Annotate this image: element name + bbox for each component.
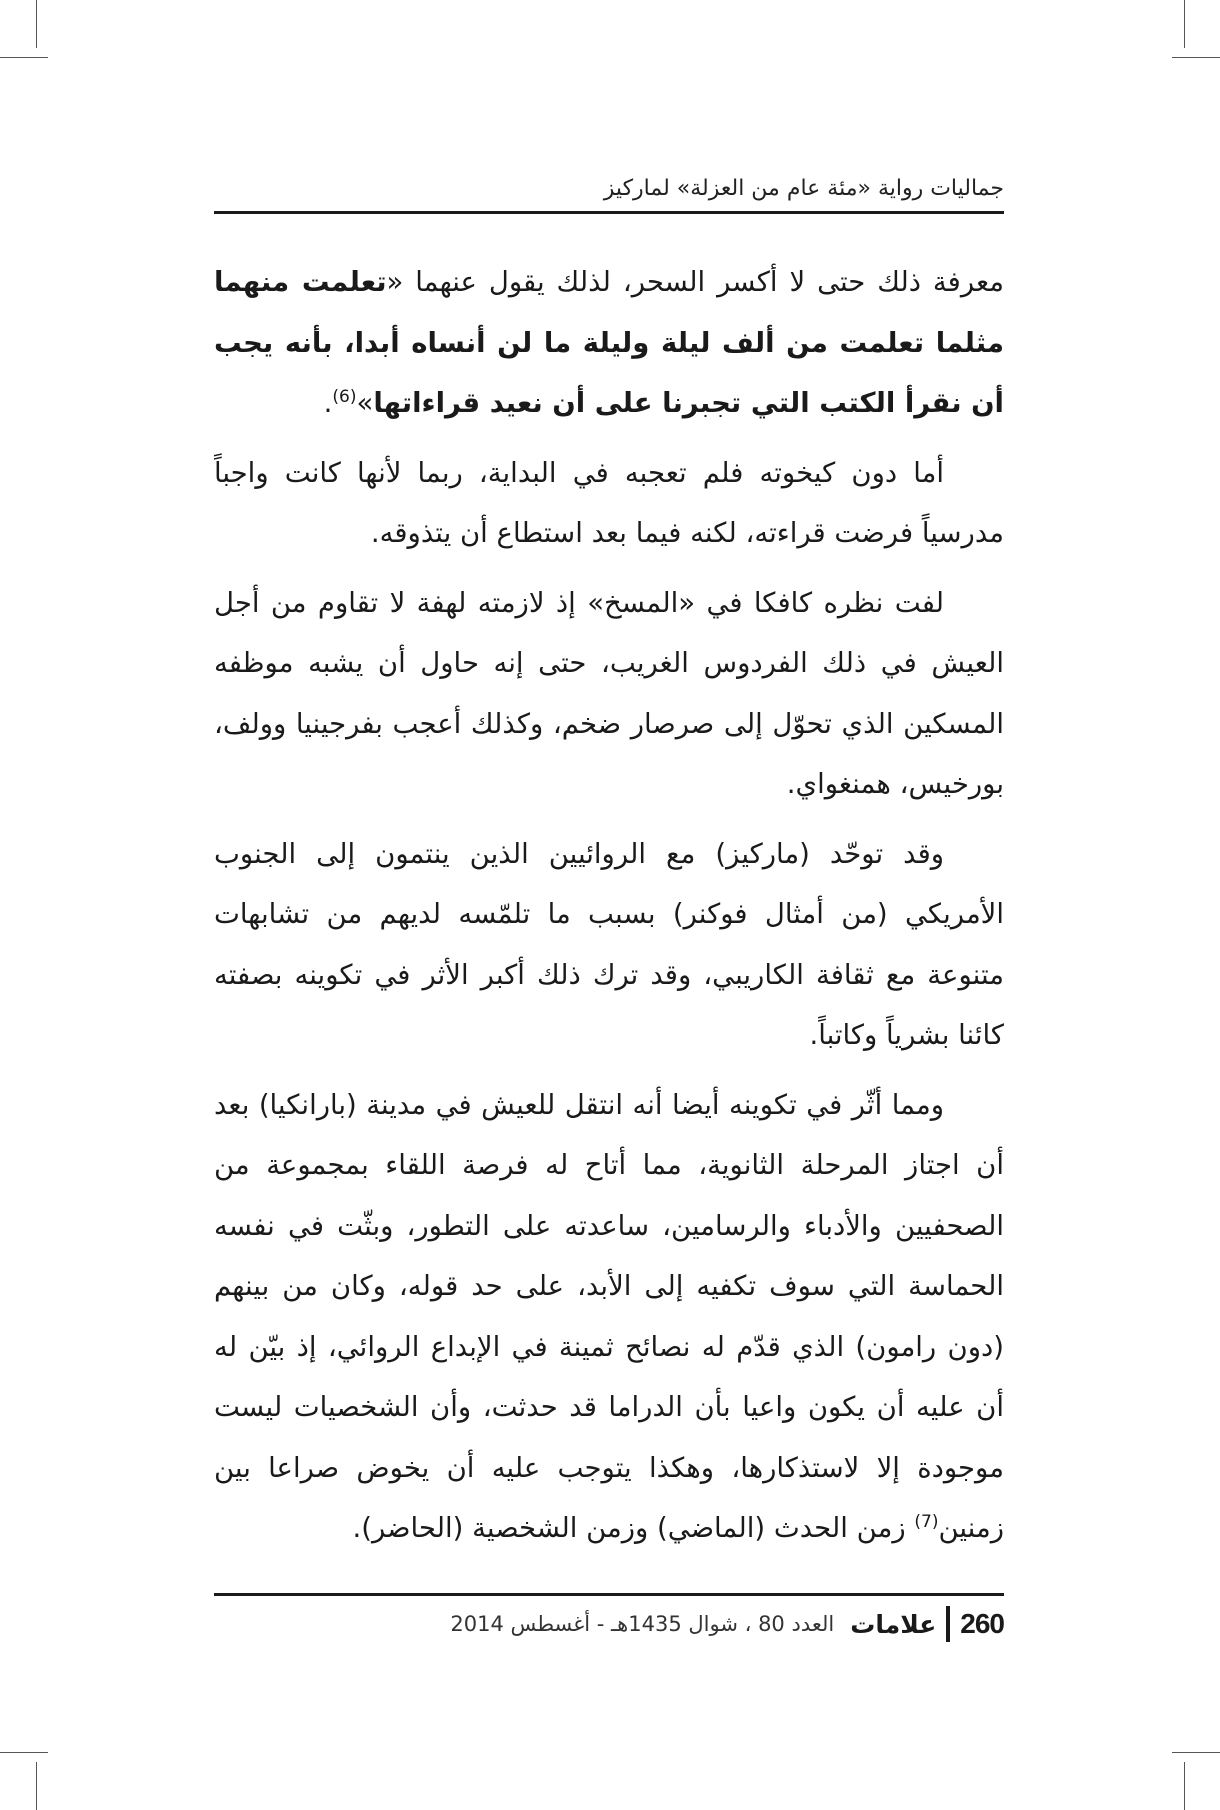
crop-mark	[1172, 1752, 1220, 1753]
paragraph: أما دون كيخوته فلم تعجبه في البداية، ربما لأنها كانت واجباً مدرسياً فرضت قراءته، لكنه فيما بعد استطاع أن يتذوقه.	[214, 456, 1004, 549]
paragraph: لفت نظره كافكا في «المسخ» إذ لازمته لهفة لا تقاوم من أجل العيش في ذلك الفردوس الغريب، حتى إنه حاول أن يشبه موظفه المسكين الذي تحوّل إلى صرصار ضخم، وكذلك أعجب بفرجينيا وولف، بورخيس، همنغواي.	[214, 586, 1004, 800]
paragraph-text: زمن الحدث (الماضي) وزمن الشخصية (الحاضر).	[352, 1512, 915, 1544]
article-body	[214, 252, 1004, 1568]
paragraph	[214, 1075, 1004, 1559]
running-head: جماليات رواية «مئة عام من العزلة» لماركيز	[603, 176, 1004, 201]
header-rule	[214, 211, 1004, 214]
paragraph-end: .	[323, 387, 333, 419]
footnote-ref[interactable]: (7)	[914, 1511, 939, 1532]
paragraph: وقد توحّد (ماركيز) مع الروائيين الذين ينتمون إلى الجنوب الأمريكي (من أمثال فوكنر) بسبب ما تلمّسه لديهم من تشابهات متنوعة مع ثقافة الكاريبي، وقد ترك ذلك أكبر الأثر في تكوينه بصفته كائنا بشرياً وكاتباً.	[214, 837, 1004, 1051]
crop-mark	[1184, 0, 1185, 48]
crop-mark	[0, 1752, 48, 1753]
page-footer	[214, 1602, 1004, 1646]
quotation: تعلمت منهما مثلما تعلمت من ألف ليلة وليلة ما لن أنساه أبدا، بأنه يجب أن نقرأ الكتب التي تجبرنا على أن نعيد قراءاتها	[214, 266, 1004, 419]
crop-mark	[1184, 1762, 1185, 1810]
crop-mark	[0, 57, 48, 58]
footer-separator	[946, 1606, 950, 1642]
issue-info: العدد 80 ، شوال 1435هـ - أغسطس 2014	[450, 1612, 835, 1636]
footer-rule	[214, 1593, 1004, 1596]
quote-mark: »	[356, 387, 374, 419]
page-number: 260	[960, 1608, 1004, 1639]
paragraph-text: معرفة ذلك حتى لا أكسر السحر، لذلك يقول عنهما «	[386, 266, 1004, 298]
paragraph-text: ومما أثّر في تكوينه أيضا أنه انتقل للعيش في مدينة (بارانكيا) بعد أن اجتاز المرحلة الثانوية، مما أتاح له فرصة اللقاء بمجموعة من الصحفيين والأدباء والرسامين، ساعدته على التطور، وبثّت في نفسه الحماسة التي سوف تكفيه إلى الأبد، على حد قوله، وكان من بينهم (دون رامون) الذي قدّم له نصائح ثمينة في الإبداع الروائي، إذ بيّن له أن عليه أن يكون واعيا بأن الدراما قد حدثت، وأن الشخصيات ليست موجودة إلا لاستذكارها، وهكذا يتوجب عليه أن يخوض صراعا بين زمنين	[214, 1088, 1004, 1544]
paragraph	[214, 252, 1004, 434]
journal-logo: علامات	[850, 1609, 937, 1639]
footnote-ref[interactable]: (6)	[332, 386, 357, 407]
crop-mark	[36, 0, 37, 48]
crop-mark	[1172, 57, 1220, 58]
crop-mark	[36, 1762, 37, 1810]
